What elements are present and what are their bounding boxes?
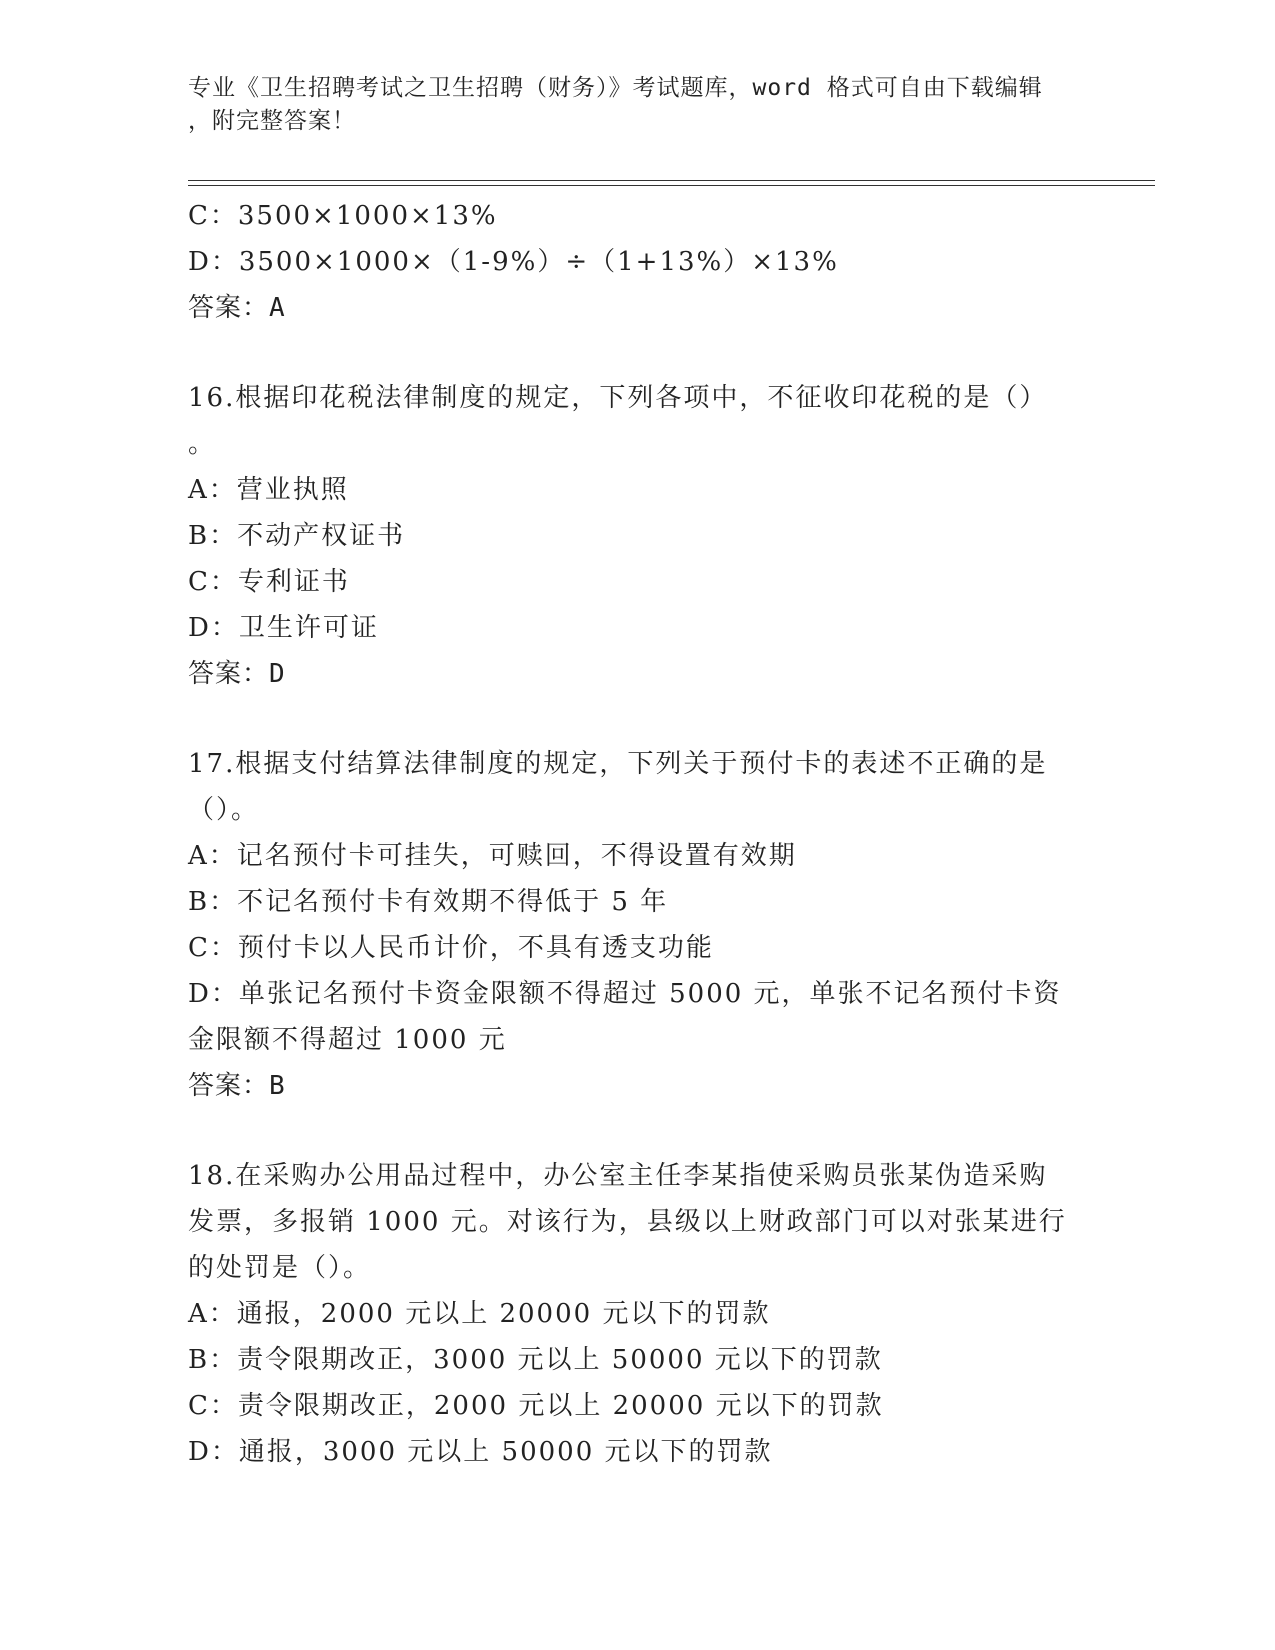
spacer — [188, 1109, 1088, 1153]
answer: 答案：B — [188, 1071, 286, 1101]
option-c: C：预付卡以人民币计价，不具有透支功能 — [188, 933, 714, 963]
option-c: C：专利证书 — [188, 567, 350, 597]
question-stem-cont: （）。 — [188, 795, 260, 825]
question-15-tail — [188, 193, 1088, 331]
answer: 答案：A — [188, 293, 286, 323]
question-18 — [188, 1153, 1088, 1475]
option-c: C：责令限期改正，2000 元以上 20000 元以下的罚款 — [188, 1391, 884, 1421]
spacer — [188, 331, 1088, 375]
document-header — [188, 72, 1068, 138]
option-a: A：通报，2000 元以上 20000 元以下的罚款 — [188, 1299, 771, 1329]
header-line-2: ，附完整答案！ — [188, 108, 356, 134]
option-a: A：营业执照 — [188, 475, 349, 505]
question-stem-cont: 。 — [188, 429, 217, 459]
question-stem-cont: 发票，多报销 1000 元。对该行为，县级以上财政部门可以对张某进行 — [188, 1207, 1067, 1237]
spacer — [188, 697, 1088, 741]
question-list — [188, 193, 1088, 1475]
question-stem-cont: 的处罚是（）。 — [188, 1253, 372, 1283]
header-line-1: 专业《卫生招聘考试之卫生招聘（财务）》考试题库，word 格式可自由下载编辑 — [188, 75, 1043, 101]
header-divider-top — [188, 180, 1155, 181]
option-a: A：记名预付卡可挂失，可赎回，不得设置有效期 — [188, 841, 797, 871]
option-d-cont: 金限额不得超过 1000 元 — [188, 1025, 507, 1055]
option-b: B：责令限期改正，3000 元以上 50000 元以下的罚款 — [188, 1345, 883, 1375]
question-stem: 16.根据印花税法律制度的规定，下列各项中，不征收印花税的是（） — [188, 383, 1048, 413]
option-c: C：3500×1000×13% — [188, 201, 498, 231]
question-stem: 18.在采购办公用品过程中，办公室主任李某指使采购员张某伪造采购 — [188, 1161, 1048, 1191]
question-17 — [188, 741, 1088, 1109]
option-b: B：不动产权证书 — [188, 521, 406, 551]
option-d: D：单张记名预付卡资金限额不得超过 5000 元，单张不记名预付卡资 — [188, 979, 1062, 1009]
option-b: B：不记名预付卡有效期不得低于 5 年 — [188, 887, 669, 917]
question-stem: 17.根据支付结算法律制度的规定，下列关于预付卡的表述不正确的是 — [188, 749, 1048, 779]
option-d: D：卫生许可证 — [188, 613, 379, 643]
question-16 — [188, 375, 1088, 697]
option-d: D：3500×1000×（1-9%）÷（1+13%）×13% — [188, 247, 839, 277]
option-d: D：通报，3000 元以上 50000 元以下的罚款 — [188, 1437, 773, 1467]
answer: 答案：D — [188, 659, 286, 689]
header-divider-bottom — [188, 185, 1155, 186]
